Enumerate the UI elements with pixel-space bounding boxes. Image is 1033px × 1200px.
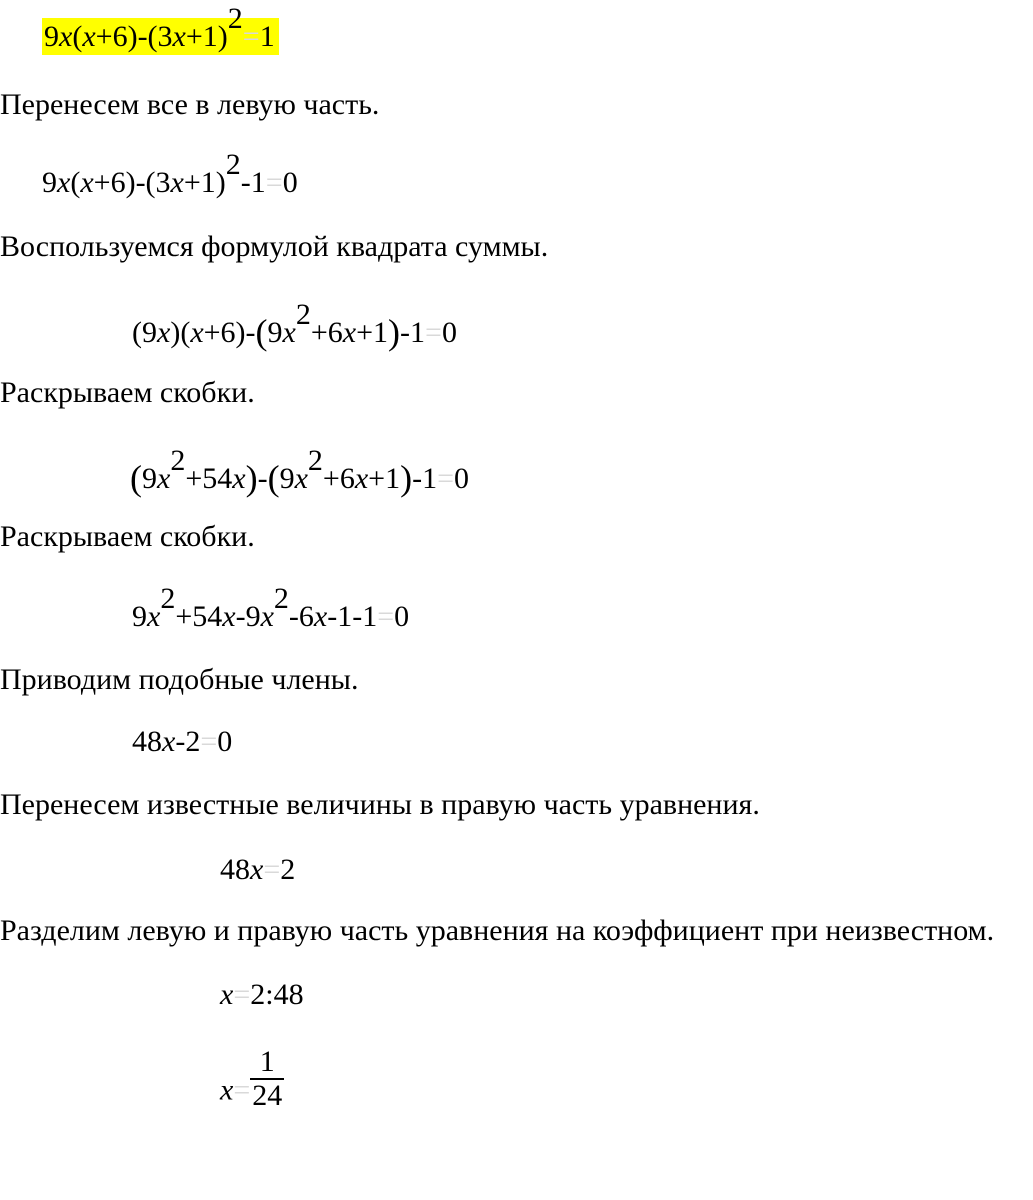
step-text-6: Перенесем известные величины в правую часть уравнения. — [0, 788, 760, 821]
step-text-2: Воспользуемся формулой квадрата суммы. — [0, 230, 549, 263]
step-text-5: Приводим подобные члены. — [0, 663, 359, 696]
step-text-1: Перенесем все в левую часть. — [0, 88, 380, 121]
equation-4: (9x2+54x)-(9x2+6x+1)-1=0 — [130, 444, 469, 498]
step-text-4: Раскрываем скобки. — [0, 520, 255, 553]
equation-8: x=2:48 — [220, 978, 304, 1011]
step-text-7: Разделим левую и правую часть уравнения на коэффициент при неизвестном. — [0, 914, 995, 947]
equation-2: 9x(x+6)-(3x+1)2-1=0 — [42, 148, 298, 199]
fraction-numerator: 1 — [250, 1046, 284, 1080]
fraction — [250, 1046, 284, 1111]
step-text-3: Раскрываем скобки. — [0, 376, 255, 409]
equation-7: 48x=2 — [220, 853, 296, 886]
equation-9: x= $\frac{1}{24}$ — [220, 1045, 283, 1112]
equation-5: 9x2+54x-9x2-6x-1-1=0 — [132, 582, 410, 633]
equation-3: (9x)(x+6)-(9x2+6x+1)-1=0 — [132, 298, 457, 352]
highlight: 9x(x+6)-(3x+1)2=1 — [42, 18, 279, 55]
equation-1 — [42, 2, 279, 53]
fraction-denominator: 24 — [252, 1078, 283, 1112]
equation-6: 48x-2=0 — [132, 725, 233, 758]
